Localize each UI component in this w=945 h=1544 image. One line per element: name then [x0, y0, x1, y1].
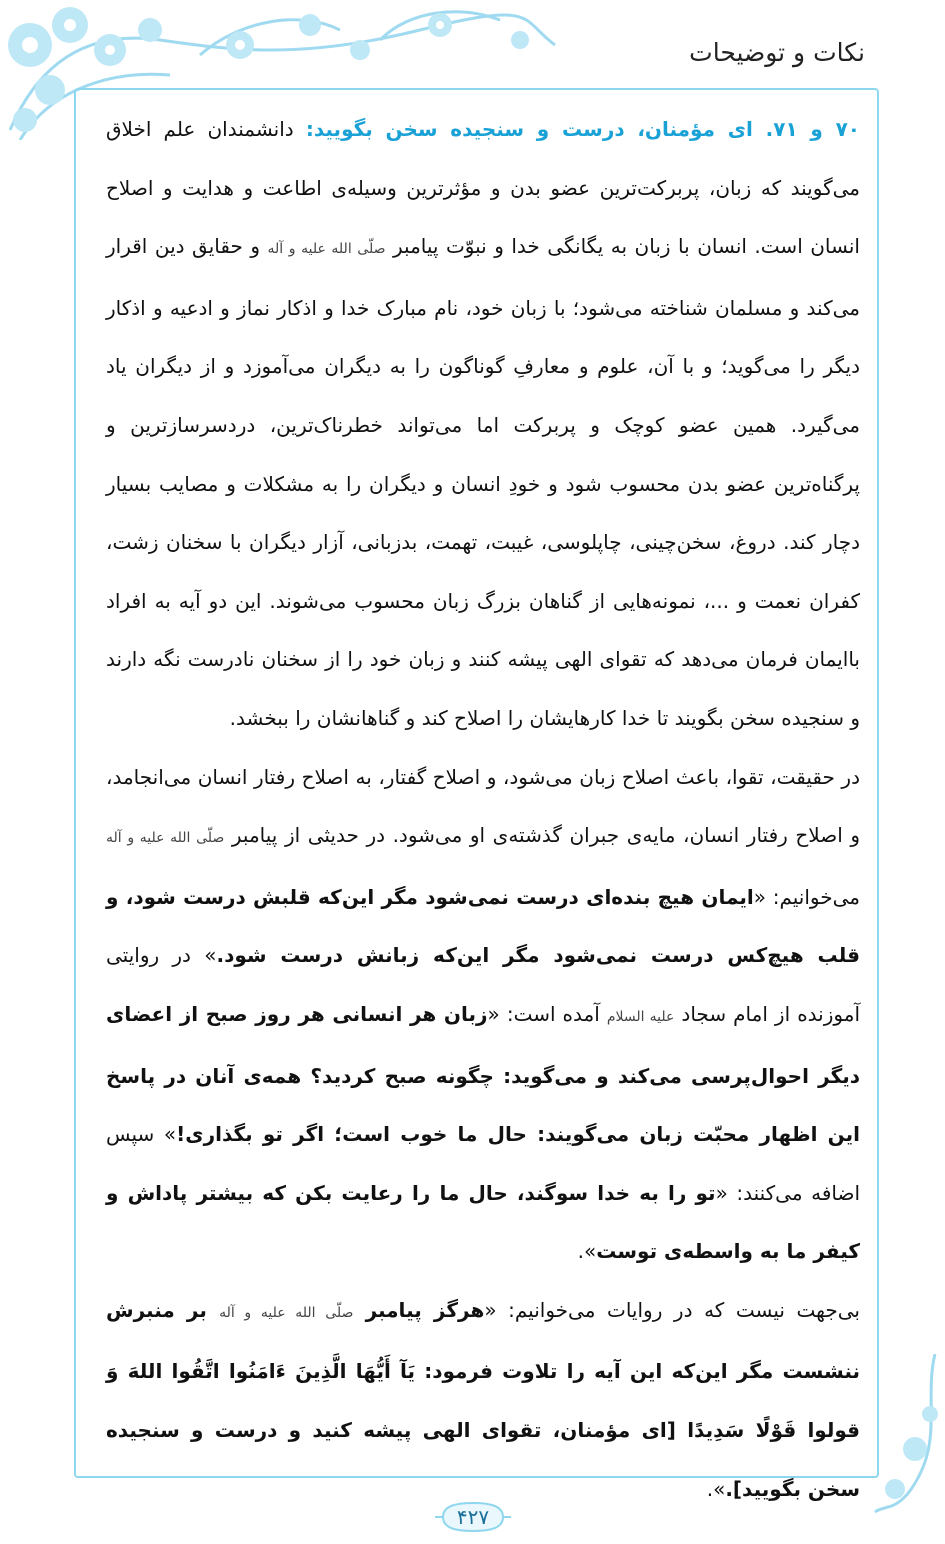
paragraph-2-text-6: ». — [577, 1239, 597, 1264]
header-title: نکات و توضیحات — [689, 38, 865, 67]
hadith-quote-2: زبان هر انسانی هر روز صبح از اعضای دیگر احوال‌پرسی می‌کند و می‌گوید: چگونه صبح کردید؟ همه‌ی آنان در پاسخ این اظهار محبّت زبان می‌گویند: حال ما خوب است؛ اگر تو بگذاری! — [106, 1001, 861, 1147]
paragraph-3-text-2: ». — [706, 1476, 726, 1501]
paragraph-2-text-3: » در روایتی آموزنده از امام سجاد — [106, 943, 860, 1026]
salawat-mark: صلّی الله علیه و آله — [219, 1304, 354, 1321]
salawat-mark: صلّی الله علیه و آله — [106, 830, 225, 847]
paragraph-2 — [106, 748, 860, 1281]
verse-heading: ۷۰ و ۷۱. ای مؤمنان، درست و سنجیده سخن بگویید: — [305, 117, 860, 141]
main-text — [106, 100, 860, 1518]
paragraph-2-text-2: می‌خوانیم: « — [753, 884, 860, 909]
paragraph-1-text-2: و حقایق دین اقرار می‌کند و مسلمان شناخته می‌شود؛ با زبان خود، نام مبارک خدا و اذکار نماز و ادعیه و اذکار دیگر را می‌گوید؛ و با آن، علوم و معارفِ گوناگون را به دیگران می‌آموزد و از دیگران یاد می‌گیرد. همین عضو کوچک و پربرکت اما می‌تواند خطرناک‌ترین، دردسرسازترین و پرگناه‌ترین عضو بدن محسوب شود و خودِ انسان و دیگران را به مشکلات و مصایب بسیار دچار کند. دروغ، سخن‌چینی، چاپلوسی، غیبت، تهمت، بدزبانی، آزار دیگران با سخنان زشت، کفران نعمت و ...، نمونه‌هایی از گناهان بزرگ زبان محسوب می‌شوند. این دو آیه به افراد باایمان فرمان می‌دهد که تقوای الهی پیشه کنند و زبان خود را از سخنان نادرست نگه دارند و سنجیده سخن بگویند تا خدا کارهایشان را اصلاح کند و گناهانشان را ببخشد. — [106, 234, 860, 730]
paragraph-2-text-5: » سپس اضافه می‌کنند: « — [106, 1122, 861, 1205]
paragraph-3-text-1: بی‌جهت نیست که در روایات می‌خوانیم: « — [484, 1297, 860, 1322]
salawat-mark: صلّی الله علیه و آله — [267, 241, 386, 258]
paragraph-1-text-1: دانشمندان علم اخلاق می‌گویند که زبان، پربرکت‌ترین عضو بدن و مؤثرترین وسیله‌ی اطاعت و هدایت و اصلاح انسان است. انسان با زبان به یگانگی خدا و نبوّت پیامبر — [106, 117, 860, 259]
page-number: ۴۲۷ — [456, 1505, 490, 1529]
paragraph-2-text-4: آمده است: « — [487, 1001, 607, 1026]
hadith-quote-3: تو را به خدا سوگند، حال ما را رعایت بکن که بیشتر پاداش و کیفر ما به واسطه‌ی توست — [106, 1180, 860, 1264]
hadith-quote-1: ایمان هیچ بنده‌ای درست نمی‌شود مگر این‌که قلبش درست شود، و قلب هیچ‌کس درست نمی‌شود مگر این‌که زبانش درست شود. — [106, 884, 860, 968]
hadith-quote-4a: هرگز پیامبر — [353, 1297, 485, 1322]
paragraph-2-text-1: در حقیقت، تقوا، باعث اصلاح زبان می‌شود، و اصلاح گفتار، به اصلاح رفتار انسان می‌انجامد، و اصلاح رفتار انسان، مایه‌ی جبران گذشته‌ی او می‌شود. در حدیثی از پیامبر — [106, 764, 860, 848]
page-number-badge — [433, 1500, 513, 1534]
paragraph-1 — [106, 100, 860, 748]
salawat-mark: علیه السلام — [606, 1008, 675, 1025]
paragraph-3 — [106, 1281, 860, 1518]
hadith-quote-4b: بر منبرش ننشست مگر این‌که این آیه را تلاوت فرمود: یَآ أَیُّهَا الَّذِینَ ءَامَنُوا اتَّقُوا اللهَ وَ قولوا قَوْلًا سَدِیدًا [ای مؤمنان، تقوای الهی پیشه کنید و درست و سنجیده سخن بگویید]. — [106, 1297, 860, 1501]
